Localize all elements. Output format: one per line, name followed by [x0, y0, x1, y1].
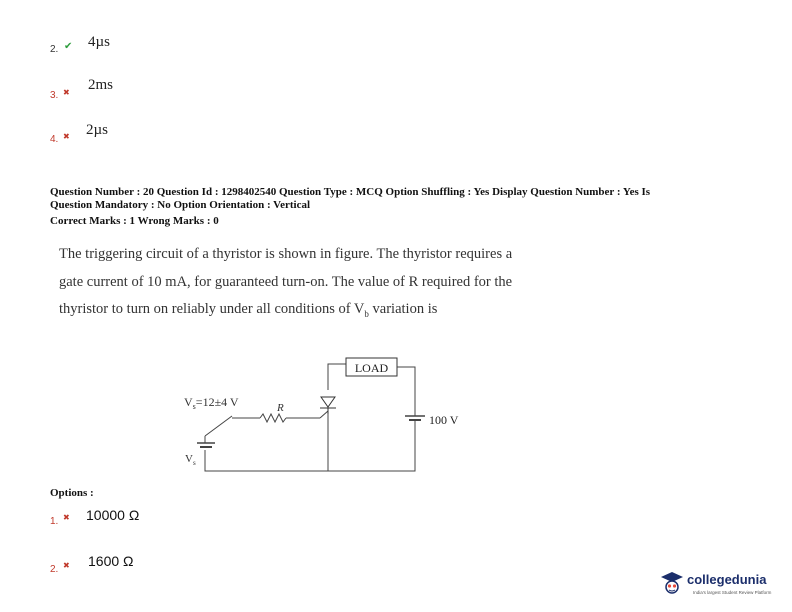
cross-icon: ✖ [63, 132, 70, 141]
graduation-cap-icon [660, 570, 684, 596]
source-voltage-label: $V_s=12\pm 4$ V [184, 395, 239, 411]
option-text: 2ms [88, 77, 114, 93]
wire-top [328, 364, 346, 390]
question-line-2: gate current of 10 mA, for guaranteed turn-on. The value of R required for the [59, 273, 513, 290]
meta-line-3: Correct Marks : 1 Wrong Marks : 0 [50, 215, 219, 227]
meta-line-2: Question Mandatory : No Option Orientation : Vertical [50, 199, 311, 211]
option-number: 4. [50, 134, 59, 145]
load-label: LOAD [354, 361, 389, 375]
question-meta [50, 186, 750, 228]
option-text: 10000 Ω [86, 507, 140, 523]
brand-tagline: India's largest Student Review Platform [693, 590, 772, 595]
cross-icon: ✖ [63, 561, 70, 570]
option-number: 3. [50, 90, 59, 101]
option-text: 2µs [86, 122, 108, 138]
gate-lead [320, 411, 328, 418]
cross-icon: ✖ [63, 513, 70, 522]
resistor-r [260, 414, 286, 422]
question-line-1: The triggering circuit of a thyristor is shown in figure. The thyristor requires a [59, 246, 513, 262]
thyristor-symbol [320, 397, 336, 414]
wire-bottom [205, 450, 328, 471]
option-text: 4µs [88, 34, 110, 50]
wire-right [397, 367, 415, 416]
wire-right-bottom [328, 420, 415, 471]
meta-line-1: Question Number : 20 Question Id : 1298402540 Question Type : MCQ Option Shuffling : Yes Display Question Number : Yes Is [50, 186, 651, 198]
battery-label: $V_s$ [185, 453, 196, 467]
supply-voltage-label: 100 V [429, 413, 459, 427]
brand-name: collegedunia [687, 572, 767, 587]
option-number: 2. [50, 564, 59, 575]
cross-icon: ✖ [63, 88, 70, 97]
check-icon: ✔ [64, 41, 73, 52]
question-text [59, 241, 759, 328]
question-line-3: thyristor to turn on reliably under all conditions of $V_b$ variation is [59, 301, 438, 319]
option-number: 1. [50, 516, 59, 527]
resistor-label: R [277, 402, 284, 414]
option-number: 2. [50, 44, 59, 55]
option-text: 1600 Ω [88, 553, 134, 569]
brand-logo[interactable] [660, 568, 786, 602]
thyristor-circuit-diagram [170, 350, 490, 480]
switch-blade [205, 416, 232, 436]
options-heading: Options : [50, 487, 94, 499]
